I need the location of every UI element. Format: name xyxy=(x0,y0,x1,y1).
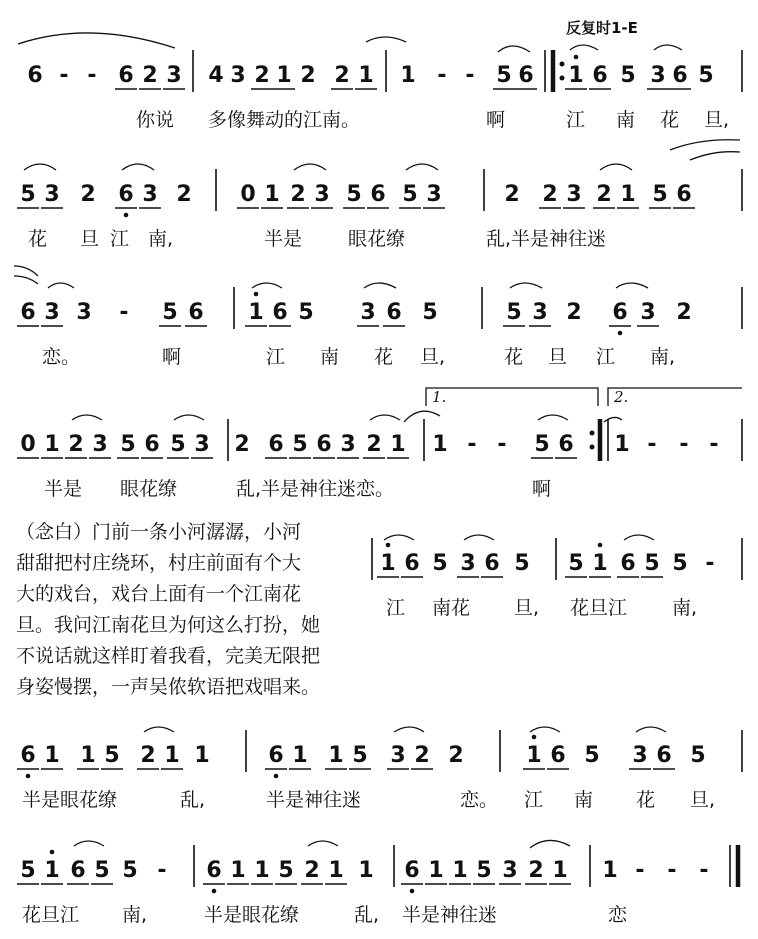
note: 1 xyxy=(194,743,210,768)
note: 1 xyxy=(614,432,630,457)
lyric: 乱, xyxy=(354,904,380,926)
note: 6 xyxy=(268,432,284,457)
note: 6 xyxy=(118,182,134,207)
note: 3 xyxy=(166,63,182,88)
lyric: 半是 xyxy=(44,478,83,500)
note: 1 xyxy=(526,743,542,768)
note: 2 xyxy=(334,63,350,88)
note: 2 xyxy=(68,432,84,457)
note: 5 xyxy=(422,300,438,325)
note: 1 xyxy=(592,551,608,576)
note: 3 xyxy=(76,300,92,325)
note: 1 xyxy=(452,858,468,883)
note: 1 xyxy=(390,432,406,457)
lyric: 南 xyxy=(616,109,636,131)
note: 5 xyxy=(292,432,308,457)
note: 5 xyxy=(346,182,362,207)
note: 6 xyxy=(20,743,36,768)
note: 6 xyxy=(316,432,332,457)
lyric: 江 xyxy=(110,228,130,250)
note: 3 xyxy=(194,432,210,457)
lyric: 半是 xyxy=(264,228,303,250)
note: 5 xyxy=(20,182,36,207)
note: 6 xyxy=(404,858,420,883)
lyric: 花 xyxy=(504,346,524,368)
lyric: 乱, xyxy=(180,789,206,811)
note: 1 xyxy=(164,743,180,768)
note: 1 xyxy=(552,858,568,883)
note: 5 xyxy=(568,551,584,576)
note: 6 xyxy=(188,300,204,325)
note: 2 xyxy=(504,182,520,207)
note: - xyxy=(667,858,677,883)
note: 5 xyxy=(584,743,600,768)
note: 2 xyxy=(448,743,464,768)
narration-line: 大的戏台，戏台上面有一个江南花 xyxy=(16,583,302,605)
note: 5 xyxy=(402,182,418,207)
note: 2 xyxy=(542,182,558,207)
note: 3 xyxy=(532,300,548,325)
lyric: 乱,半是神往迷 xyxy=(486,228,607,250)
note: - xyxy=(699,858,709,883)
notes-layer xyxy=(17,55,719,894)
note: 5 xyxy=(278,858,294,883)
note: 5 xyxy=(476,858,492,883)
note: 1 xyxy=(358,63,374,88)
lyric: 花 xyxy=(28,228,48,250)
note: 6 xyxy=(144,432,160,457)
note: - xyxy=(467,432,477,457)
lyric: 花旦江 xyxy=(22,904,80,926)
note: 2 xyxy=(304,858,320,883)
note: 5 xyxy=(506,300,522,325)
note: 5 xyxy=(534,432,550,457)
note: 3 xyxy=(640,300,656,325)
note: 6 xyxy=(656,743,672,768)
note: 2 xyxy=(254,63,270,88)
lyric: 旦, xyxy=(690,789,716,811)
lyric: 南 xyxy=(574,789,594,811)
note: 6 xyxy=(370,182,386,207)
lyric: 旦 xyxy=(80,228,100,250)
note: 1 xyxy=(328,743,344,768)
system-6 xyxy=(17,735,706,779)
note: 2 xyxy=(234,432,250,457)
note: 2 xyxy=(140,743,156,768)
note: 1 xyxy=(620,182,636,207)
lyric: 南, xyxy=(672,597,698,619)
note: 3 xyxy=(426,182,442,207)
note: 6 xyxy=(518,63,534,88)
lyric: 啊 xyxy=(486,109,506,131)
note: 1 xyxy=(80,743,96,768)
lyric: 江 xyxy=(386,597,406,619)
note: 3 xyxy=(44,182,60,207)
note: 6 xyxy=(386,300,402,325)
note: 2 xyxy=(528,858,544,883)
lyric: 南, xyxy=(122,904,148,926)
note: 6 xyxy=(484,551,500,576)
octave-dot-high xyxy=(50,850,55,855)
lyric: 江 xyxy=(266,346,286,368)
note: 5 xyxy=(652,182,668,207)
note: 0 xyxy=(20,432,36,457)
lyric: 恋 xyxy=(608,904,628,926)
note: 3 xyxy=(390,743,406,768)
note: 6 xyxy=(676,182,692,207)
note: 6 xyxy=(620,551,636,576)
note: 5 xyxy=(644,551,660,576)
narration-block xyxy=(16,521,320,698)
note: - xyxy=(119,300,129,325)
lyric: 江 xyxy=(596,346,616,368)
volta-first-label: 1. xyxy=(432,388,447,406)
system-7 xyxy=(17,850,709,894)
lyric: 恋。 xyxy=(460,789,499,811)
note: 6 xyxy=(592,63,608,88)
octave-dot-low xyxy=(124,213,129,218)
note: 2 xyxy=(80,182,96,207)
volta-second-label: 2. xyxy=(614,388,629,406)
note: 3 xyxy=(650,63,666,88)
note: 3 xyxy=(460,551,476,576)
octave-dot-low xyxy=(212,889,217,894)
note: 6 xyxy=(612,300,628,325)
lyric: 半是神往迷 xyxy=(266,789,362,811)
system-4 xyxy=(17,432,719,458)
note: 2 xyxy=(596,182,612,207)
octave-dot-high xyxy=(598,543,603,548)
note: 0 xyxy=(240,182,256,207)
note: 3 xyxy=(632,743,648,768)
note: 6 xyxy=(672,63,688,88)
note: 1 xyxy=(44,432,60,457)
lyric: 旦 xyxy=(548,346,568,368)
note: 6 xyxy=(27,63,43,88)
note: 5 xyxy=(162,300,178,325)
system-5 xyxy=(377,543,715,577)
note: 6 xyxy=(550,743,566,768)
system-3 xyxy=(17,292,692,336)
repeat-instruction: 反复时1-E xyxy=(566,19,638,37)
note: - xyxy=(679,432,689,457)
note: 3 xyxy=(340,432,356,457)
note: 1 xyxy=(264,182,280,207)
lyric: 你说 xyxy=(136,109,175,131)
note: 1 xyxy=(248,300,264,325)
note: 2 xyxy=(366,432,382,457)
lyric: 啊 xyxy=(532,478,552,500)
note: 5 xyxy=(104,743,120,768)
note: - xyxy=(497,432,507,457)
note: - xyxy=(647,432,657,457)
note: 5 xyxy=(698,63,714,88)
note: 2 xyxy=(566,300,582,325)
lyric: 旦, xyxy=(420,346,446,368)
note: 5 xyxy=(496,63,512,88)
lyric: 恋。 xyxy=(42,346,81,368)
note: - xyxy=(635,858,645,883)
note: - xyxy=(157,858,167,883)
note: 1 xyxy=(230,858,246,883)
lyric: 旦, xyxy=(514,597,540,619)
lyric: 江 xyxy=(524,789,544,811)
octave-dot-low xyxy=(274,774,279,779)
system-1 xyxy=(27,55,713,89)
note: 5 xyxy=(94,858,110,883)
note: - xyxy=(437,63,447,88)
note: 6 xyxy=(268,743,284,768)
note: 3 xyxy=(44,300,60,325)
note: 6 xyxy=(558,432,574,457)
lyric: 旦, xyxy=(704,109,730,131)
note: 2 xyxy=(290,182,306,207)
note: 1 xyxy=(276,63,292,88)
note: - xyxy=(59,63,69,88)
octave-dot-low xyxy=(410,889,415,894)
lyric: 半是眼花缭 xyxy=(22,789,118,811)
note: 2 xyxy=(300,63,316,88)
note: 6 xyxy=(206,858,222,883)
octave-dot-high xyxy=(254,292,259,297)
note: 1 xyxy=(380,551,396,576)
note: 6 xyxy=(118,63,134,88)
lyric: 花 xyxy=(660,109,680,131)
lyric: 花 xyxy=(636,789,656,811)
note: 1 xyxy=(428,858,444,883)
octave-dot-low xyxy=(26,774,31,779)
note: 5 xyxy=(122,858,138,883)
note: 3 xyxy=(230,63,246,88)
note: 1 xyxy=(400,63,416,88)
note: 5 xyxy=(690,743,706,768)
note: 6 xyxy=(70,858,86,883)
note: 2 xyxy=(414,743,430,768)
note: 2 xyxy=(142,63,158,88)
note: 6 xyxy=(20,300,36,325)
lyric: 花旦江 xyxy=(570,597,628,619)
note: 5 xyxy=(620,63,636,88)
note: 5 xyxy=(432,551,448,576)
lyric: 江 xyxy=(566,109,586,131)
system-2 xyxy=(17,182,695,217)
narration-line: 甜甜把村庄绕环，村庄前面有个大 xyxy=(16,552,302,574)
note: 1 xyxy=(292,743,308,768)
lyric: 南花 xyxy=(432,597,471,619)
note: 1 xyxy=(602,858,618,883)
narration-line: 旦。我问江南花旦为何这么打扮，她 xyxy=(16,614,321,636)
note: 5 xyxy=(352,743,368,768)
narration-line: 身姿慢摆，一声吴侬软语把戏唱来。 xyxy=(16,676,321,698)
note: 3 xyxy=(566,182,582,207)
note: 3 xyxy=(314,182,330,207)
lyric: 眼花缭 xyxy=(348,228,406,250)
lyric: 花 xyxy=(374,346,394,368)
note: 5 xyxy=(298,300,314,325)
lyric: 南 xyxy=(320,346,340,368)
note: 3 xyxy=(142,182,158,207)
note: 5 xyxy=(120,432,136,457)
note: 6 xyxy=(404,551,420,576)
note: - xyxy=(705,551,715,576)
note: - xyxy=(87,63,97,88)
note: 1 xyxy=(432,432,448,457)
note: 5 xyxy=(672,551,688,576)
note: 1 xyxy=(44,743,60,768)
lyric: 乱,半是神往迷恋。 xyxy=(236,478,395,500)
note: 4 xyxy=(208,63,224,88)
lyric: 南, xyxy=(148,228,174,250)
lyrics-layer xyxy=(22,109,729,926)
note: 3 xyxy=(502,858,518,883)
note: 1 xyxy=(328,858,344,883)
note: 3 xyxy=(360,300,376,325)
lyric: 啊 xyxy=(162,346,182,368)
lyric: 多像舞动的江南。 xyxy=(208,109,361,131)
lyric: 半是神往迷 xyxy=(402,904,498,926)
note: 2 xyxy=(176,182,192,207)
note: 1 xyxy=(568,63,584,88)
lyric: 半是眼花缭 xyxy=(204,904,300,926)
octave-dot-high xyxy=(386,543,391,548)
note: 6 xyxy=(272,300,288,325)
note: 1 xyxy=(44,858,60,883)
narration-line: （念白）门前一条小河潺潺，小河 xyxy=(16,521,302,543)
octave-dot-high xyxy=(532,735,537,740)
note: - xyxy=(465,63,475,88)
note: 2 xyxy=(676,300,692,325)
note: - xyxy=(709,432,719,457)
note: 5 xyxy=(170,432,186,457)
note: 1 xyxy=(358,858,374,883)
note: 5 xyxy=(20,858,36,883)
note: 3 xyxy=(92,432,108,457)
note: 5 xyxy=(514,551,530,576)
octave-dot-high xyxy=(574,55,579,60)
lyric: 南, xyxy=(650,346,676,368)
note: 1 xyxy=(254,858,270,883)
narration-line: 不说话就这样盯着我看，完美无限把 xyxy=(16,645,321,667)
lyric: 眼花缭 xyxy=(120,478,178,500)
octave-dot-low xyxy=(618,331,623,336)
